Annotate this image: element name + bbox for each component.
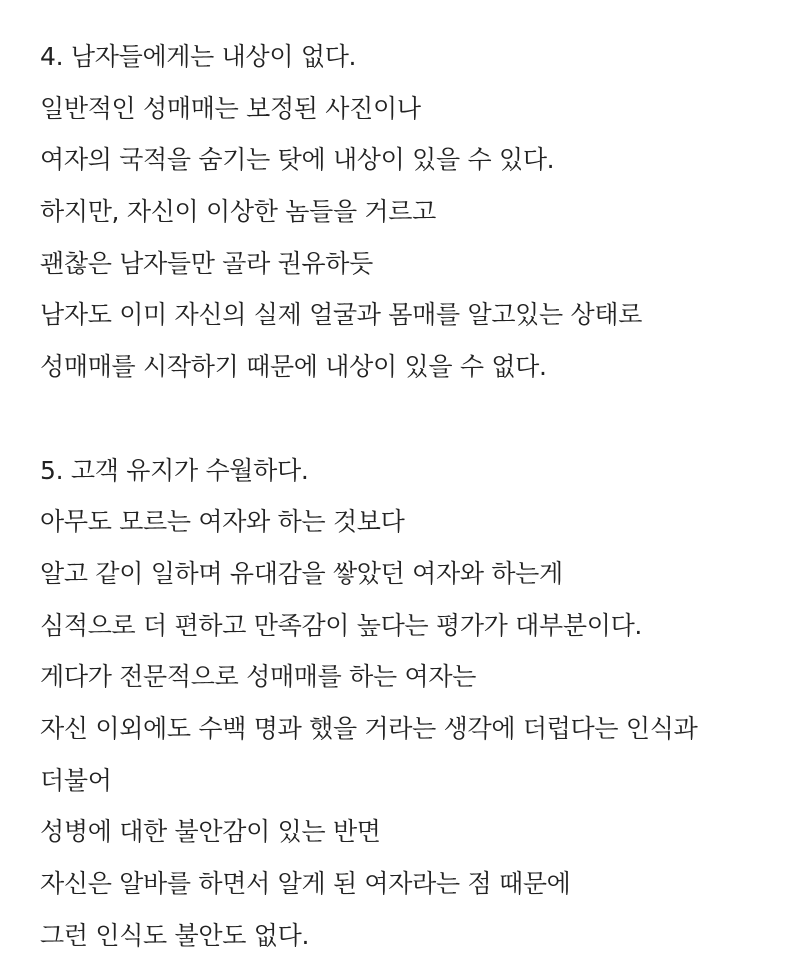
section-5	[40, 445, 780, 962]
paragraph-line: 그런 인식도 불안도 없다.	[40, 920, 310, 950]
paragraph-line: 자신은 알바를 하면서 알게 된 여자라는 점 때문에	[40, 869, 571, 898]
paragraph-line: 일반적인 성매매는 보정된 사진이나	[40, 93, 421, 123]
section-heading: 4. 남자들에게는 내상이 없다.	[40, 42, 357, 71]
paragraph-line: 괜찮은 남자들만 골라 권유하듯	[40, 248, 373, 278]
paragraph-line: 성병에 대한 불안감이 있는 반면	[40, 817, 381, 847]
paragraph-line: 게다가 전문적으로 성매매를 하는 여자는	[40, 662, 477, 692]
paragraph-line: 남자도 이미 자신의 실제 얼굴과 몸매를 알고있는 상태로	[40, 300, 643, 330]
paragraph-line: 알고 같이 일하며 유대감을 쌓았던 여자와 하는게	[40, 558, 563, 588]
paragraph-line: 하지만, 자신이 이상한 놈들을 거르고	[40, 197, 436, 227]
paragraph-line: 심적으로 더 편하고 만족감이 높다는 평가가 대부분이다.	[40, 610, 643, 640]
section-spacer	[40, 393, 780, 445]
document-body	[40, 31, 780, 961]
paragraph-line: 성매매를 시작하기 때문에 내상이 있을 수 없다.	[40, 352, 547, 382]
section-heading: 5. 고객 유지가 수월하다.	[40, 455, 309, 485]
paragraph-line: 여자의 국적을 숨기는 탓에 내상이 있을 수 있다.	[40, 145, 555, 175]
paragraph-line: 아무도 모르는 여자와 하는 것보다	[40, 507, 405, 537]
section-4	[40, 31, 780, 393]
paragraph-line: 더불어	[40, 765, 112, 795]
paragraph-line: 자신 이외에도 수백 명과 했을 거라는 생각에 더럽다는 인식과	[40, 713, 698, 743]
